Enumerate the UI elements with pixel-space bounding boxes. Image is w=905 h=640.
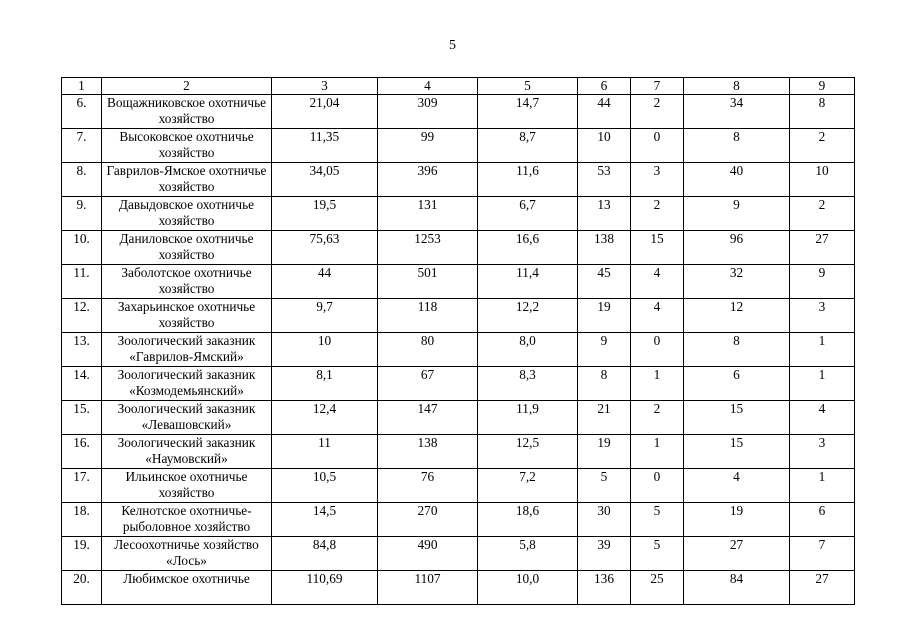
cell-col-8: 27: [684, 537, 790, 571]
row-number: 20.: [62, 571, 102, 605]
cell-col-9: 9: [790, 265, 855, 299]
cell-col-6: 13: [578, 197, 631, 231]
cell-col-6: 9: [578, 333, 631, 367]
column-header: 6: [578, 78, 631, 95]
cell-col-6: 8: [578, 367, 631, 401]
cell-col-4: 99: [378, 129, 478, 163]
cell-col-3: 21,04: [272, 95, 378, 129]
table-row: [62, 435, 855, 469]
table-row: [62, 129, 855, 163]
cell-col-8: 9: [684, 197, 790, 231]
cell-col-6: 5: [578, 469, 631, 503]
cell-col-3: 10: [272, 333, 378, 367]
cell-col-8: 6: [684, 367, 790, 401]
row-number: 9.: [62, 197, 102, 231]
cell-col-8: 4: [684, 469, 790, 503]
cell-col-8: 8: [684, 333, 790, 367]
column-header: 4: [378, 78, 478, 95]
cell-col-4: 67: [378, 367, 478, 401]
row-number: 7.: [62, 129, 102, 163]
hunting-area-name: Лесоохотничье хозяйство «Лось»: [102, 537, 272, 571]
cell-col-9: 8: [790, 95, 855, 129]
cell-col-7: 15: [631, 231, 684, 265]
row-number: 16.: [62, 435, 102, 469]
cell-col-4: 309: [378, 95, 478, 129]
cell-col-5: 12,2: [478, 299, 578, 333]
table-row: [62, 333, 855, 367]
cell-col-9: 10: [790, 163, 855, 197]
cell-col-9: 2: [790, 197, 855, 231]
cell-col-5: 16,6: [478, 231, 578, 265]
cell-col-7: 5: [631, 503, 684, 537]
cell-col-3: 11,35: [272, 129, 378, 163]
cell-col-5: 7,2: [478, 469, 578, 503]
cell-col-8: 19: [684, 503, 790, 537]
cell-col-4: 138: [378, 435, 478, 469]
cell-col-5: 11,9: [478, 401, 578, 435]
cell-col-4: 131: [378, 197, 478, 231]
table-row: [62, 469, 855, 503]
cell-col-7: 3: [631, 163, 684, 197]
table-row: [62, 163, 855, 197]
cell-col-3: 34,05: [272, 163, 378, 197]
cell-col-6: 138: [578, 231, 631, 265]
table-row: [62, 299, 855, 333]
cell-col-7: 5: [631, 537, 684, 571]
cell-col-3: 110,69: [272, 571, 378, 605]
cell-col-7: 0: [631, 129, 684, 163]
hunting-area-name: Зоологический заказник «Левашовский»: [102, 401, 272, 435]
cell-col-8: 12: [684, 299, 790, 333]
cell-col-3: 84,8: [272, 537, 378, 571]
cell-col-4: 396: [378, 163, 478, 197]
cell-col-7: 2: [631, 401, 684, 435]
cell-col-6: 19: [578, 299, 631, 333]
cell-col-5: 11,6: [478, 163, 578, 197]
column-header: 2: [102, 78, 272, 95]
row-number: 11.: [62, 265, 102, 299]
cell-col-8: 84: [684, 571, 790, 605]
data-table: [61, 77, 855, 605]
cell-col-5: 8,0: [478, 333, 578, 367]
hunting-area-name: Захарьинское охотничье хозяйство: [102, 299, 272, 333]
cell-col-9: 27: [790, 231, 855, 265]
cell-col-6: 45: [578, 265, 631, 299]
cell-col-9: 6: [790, 503, 855, 537]
column-header: 9: [790, 78, 855, 95]
cell-col-9: 1: [790, 469, 855, 503]
table-header-row: [62, 78, 855, 95]
cell-col-3: 44: [272, 265, 378, 299]
row-number: 13.: [62, 333, 102, 367]
cell-col-5: 18,6: [478, 503, 578, 537]
cell-col-6: 30: [578, 503, 631, 537]
cell-col-4: 490: [378, 537, 478, 571]
cell-col-6: 53: [578, 163, 631, 197]
hunting-area-name: Заболотское охотничье хозяйство: [102, 265, 272, 299]
cell-col-7: 4: [631, 265, 684, 299]
cell-col-5: 10,0: [478, 571, 578, 605]
cell-col-5: 8,7: [478, 129, 578, 163]
cell-col-8: 40: [684, 163, 790, 197]
column-header: 8: [684, 78, 790, 95]
row-number: 17.: [62, 469, 102, 503]
cell-col-7: 0: [631, 333, 684, 367]
hunting-area-name: Зоологический заказник «Козмодемьянский»: [102, 367, 272, 401]
column-header: 5: [478, 78, 578, 95]
cell-col-9: 27: [790, 571, 855, 605]
hunting-area-name: Гаврилов-Ямское охотничье хозяйство: [102, 163, 272, 197]
cell-col-4: 1253: [378, 231, 478, 265]
table-row: [62, 265, 855, 299]
hunting-area-name: Вощажниковское охотничье хозяйство: [102, 95, 272, 129]
hunting-area-name: Высоковское охотничье хозяйство: [102, 129, 272, 163]
hunting-area-name: Зоологический заказник «Гаврилов-Ямский»: [102, 333, 272, 367]
cell-col-4: 76: [378, 469, 478, 503]
cell-col-6: 21: [578, 401, 631, 435]
cell-col-7: 2: [631, 197, 684, 231]
hunting-area-name: Давыдовское охотничье хозяйство: [102, 197, 272, 231]
table-row: [62, 367, 855, 401]
cell-col-3: 9,7: [272, 299, 378, 333]
column-header: 3: [272, 78, 378, 95]
cell-col-3: 10,5: [272, 469, 378, 503]
cell-col-5: 14,7: [478, 95, 578, 129]
table-row: [62, 95, 855, 129]
cell-col-3: 19,5: [272, 197, 378, 231]
row-number: 12.: [62, 299, 102, 333]
cell-col-8: 34: [684, 95, 790, 129]
cell-col-4: 501: [378, 265, 478, 299]
cell-col-5: 11,4: [478, 265, 578, 299]
cell-col-6: 19: [578, 435, 631, 469]
row-number: 10.: [62, 231, 102, 265]
cell-col-4: 1107: [378, 571, 478, 605]
cell-col-6: 39: [578, 537, 631, 571]
cell-col-3: 75,63: [272, 231, 378, 265]
page-number: 5: [449, 38, 456, 53]
table-row: [62, 197, 855, 231]
cell-col-4: 147: [378, 401, 478, 435]
cell-col-9: 1: [790, 367, 855, 401]
column-header: 7: [631, 78, 684, 95]
cell-col-6: 10: [578, 129, 631, 163]
cell-col-8: 8: [684, 129, 790, 163]
row-number: 14.: [62, 367, 102, 401]
cell-col-3: 14,5: [272, 503, 378, 537]
cell-col-8: 15: [684, 435, 790, 469]
cell-col-5: 5,8: [478, 537, 578, 571]
cell-col-8: 96: [684, 231, 790, 265]
cell-col-9: 3: [790, 435, 855, 469]
cell-col-8: 15: [684, 401, 790, 435]
hunting-area-name: Ильинское охотничье хозяйство: [102, 469, 272, 503]
row-number: 6.: [62, 95, 102, 129]
cell-col-7: 2: [631, 95, 684, 129]
table-row: [62, 571, 855, 605]
cell-col-3: 11: [272, 435, 378, 469]
cell-col-7: 25: [631, 571, 684, 605]
hunting-area-name: Любимское охотничье: [102, 571, 272, 605]
cell-col-5: 8,3: [478, 367, 578, 401]
column-header: 1: [62, 78, 102, 95]
table-row: [62, 537, 855, 571]
hunting-area-name: Зоологический заказник «Наумовский»: [102, 435, 272, 469]
table-row: [62, 401, 855, 435]
hunting-area-name: Даниловское охотничье хозяйство: [102, 231, 272, 265]
cell-col-5: 6,7: [478, 197, 578, 231]
cell-col-4: 80: [378, 333, 478, 367]
row-number: 18.: [62, 503, 102, 537]
table-row: [62, 231, 855, 265]
cell-col-9: 7: [790, 537, 855, 571]
row-number: 8.: [62, 163, 102, 197]
cell-col-4: 270: [378, 503, 478, 537]
hunting-area-name: Келнотское охотничье-рыболовное хозяйство: [102, 503, 272, 537]
cell-col-9: 1: [790, 333, 855, 367]
cell-col-3: 8,1: [272, 367, 378, 401]
cell-col-6: 44: [578, 95, 631, 129]
table-row: [62, 503, 855, 537]
cell-col-7: 0: [631, 469, 684, 503]
cell-col-7: 1: [631, 435, 684, 469]
cell-col-9: 4: [790, 401, 855, 435]
row-number: 15.: [62, 401, 102, 435]
cell-col-9: 2: [790, 129, 855, 163]
cell-col-3: 12,4: [272, 401, 378, 435]
cell-col-5: 12,5: [478, 435, 578, 469]
cell-col-7: 1: [631, 367, 684, 401]
cell-col-9: 3: [790, 299, 855, 333]
cell-col-6: 136: [578, 571, 631, 605]
cell-col-7: 4: [631, 299, 684, 333]
cell-col-8: 32: [684, 265, 790, 299]
cell-col-4: 118: [378, 299, 478, 333]
row-number: 19.: [62, 537, 102, 571]
